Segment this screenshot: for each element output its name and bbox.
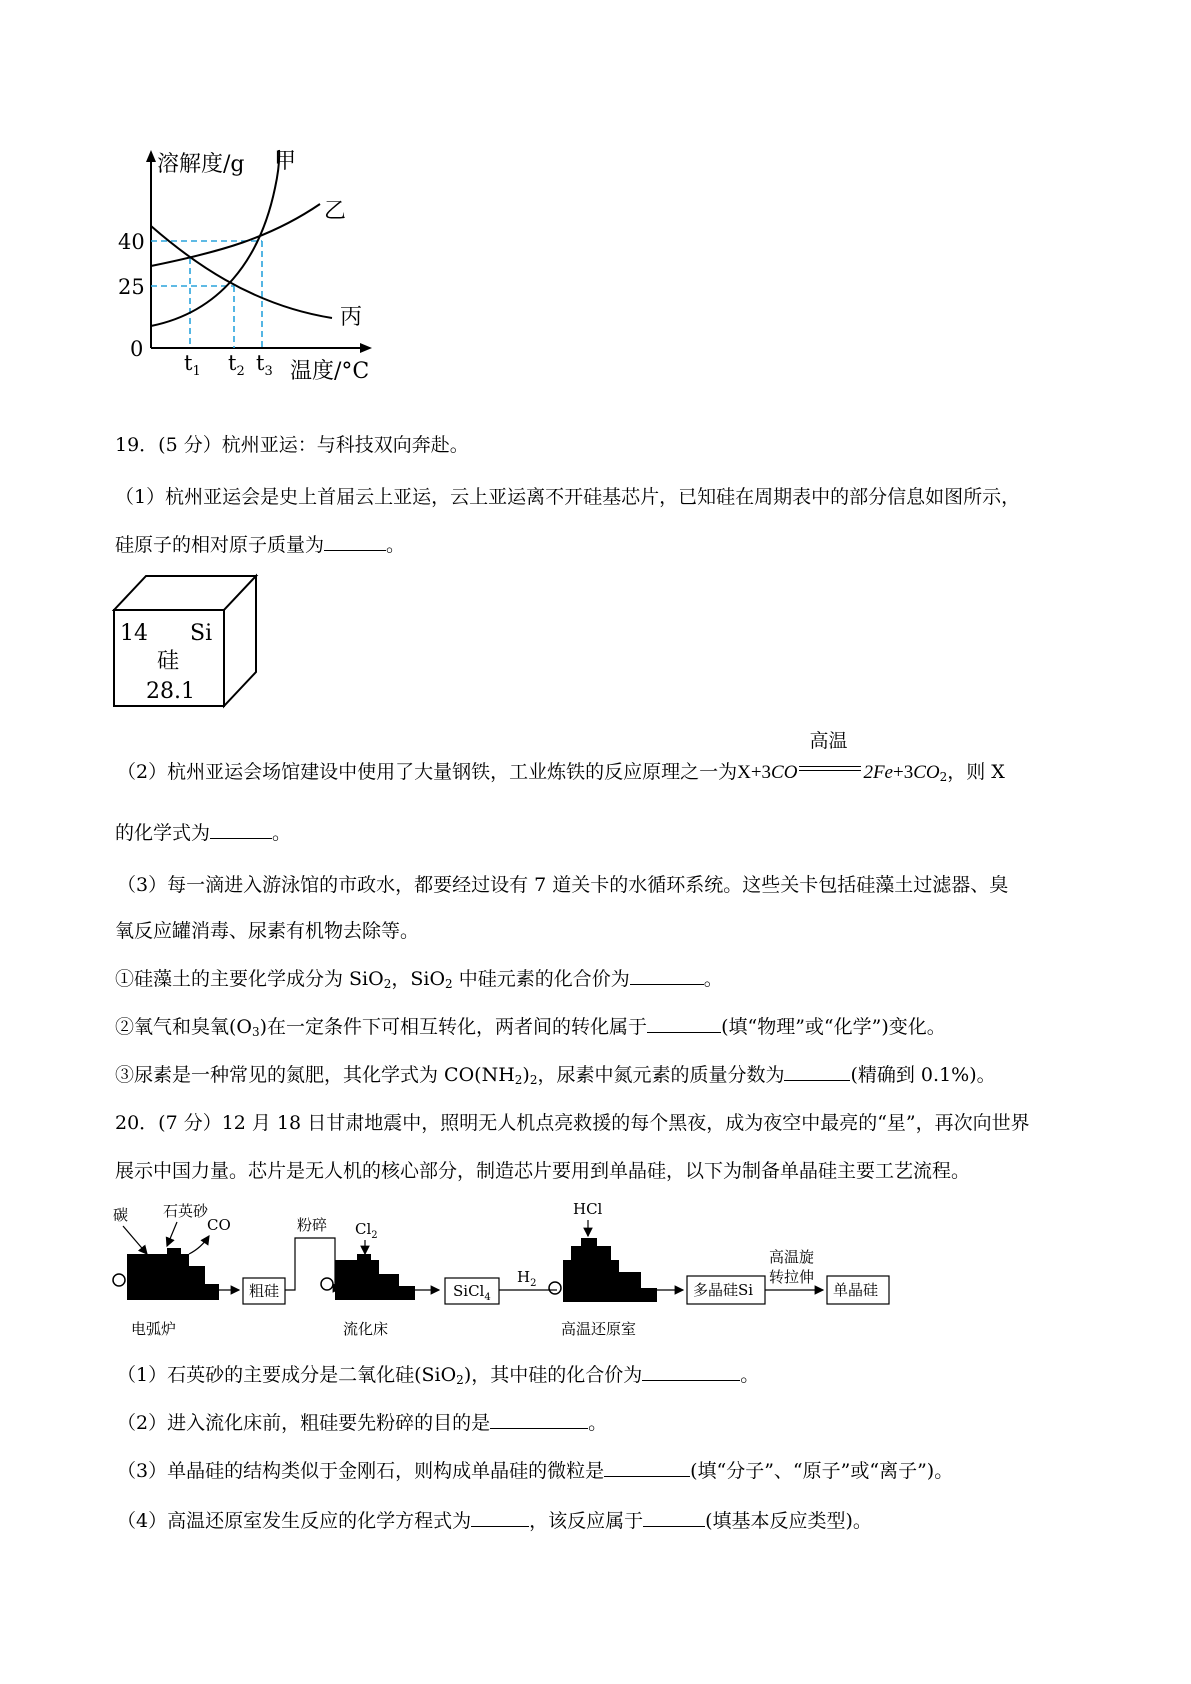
- answer-blank[interactable]: [324, 532, 386, 551]
- element-name: 硅: [157, 649, 180, 674]
- label-crude-si: 粗硅: [249, 1282, 280, 1300]
- caption-reducer: 高温还原室: [561, 1320, 637, 1338]
- fluidized-bed-icon: [321, 1254, 415, 1300]
- label-sicl4: SiCl$_4$: [453, 1282, 491, 1303]
- q20-p4: （4）高温还原室发生反应的化学方程式为 ，该反应属于 (填基本反应类型)。: [117, 1510, 872, 1532]
- x-tick-t1: $t_1$: [184, 351, 201, 379]
- y-tick-40: 40: [118, 230, 145, 254]
- label-mono-si: 单晶硅: [833, 1281, 879, 1299]
- answer-blank[interactable]: [642, 1362, 740, 1381]
- label-carbon: 碳: [113, 1206, 129, 1224]
- label-h2: $H_2$: [517, 1268, 537, 1289]
- q20-p2: （2）进入流化床前，粗硅要先粉碎的目的是 。: [117, 1412, 608, 1434]
- q19-s2: ②氧气和臭氧$(O_3)$在一定条件下可相互转化，两者间的转化属于 (填“物理”或“化学”)变化。: [115, 1016, 946, 1039]
- answer-blank[interactable]: [604, 1458, 690, 1477]
- answer-blank[interactable]: [490, 1410, 588, 1429]
- q20-p1: （1）石英砂的主要成分是二氧化硅(SiO$_2$)，其中硅的化合价为 。: [117, 1364, 760, 1387]
- answer-blank[interactable]: [647, 1014, 721, 1033]
- y-axis-arrow: [146, 150, 156, 162]
- q19-p2-line1: （2）杭州亚运会场馆建设中使用了大量钢铁，工业炼铁的反应原理之一为X+3CO 高温 $2Fe+3CO_2$，则 X: [117, 730, 1005, 784]
- element-number: 14: [120, 621, 148, 646]
- reduction-chamber-icon: [549, 1238, 657, 1302]
- answer-blank[interactable]: [210, 820, 272, 839]
- answer-blank[interactable]: [784, 1062, 850, 1081]
- arc-furnace-icon: [113, 1248, 219, 1300]
- x-axis-label: 温度/°C: [290, 359, 370, 384]
- label-crush: 粉碎: [297, 1216, 328, 1234]
- y-axis-label: 溶解度/g: [157, 152, 245, 177]
- q20-line1: 20．(7 分）12 月 18 日甘肃地震中，照明无人机点亮救援的每个黑夜，成为夜空中最亮的“星”，再次向世界: [115, 1112, 1030, 1134]
- answer-blank[interactable]: [471, 1508, 529, 1527]
- process-flow-diagram: [105, 1198, 955, 1348]
- curve-yi: [151, 204, 320, 266]
- x-tick-t2: $t_2$: [228, 351, 245, 379]
- answer-blank[interactable]: [630, 966, 704, 985]
- q20-p3: （3）单晶硅的结构类似于金刚石，则构成单晶硅的微粒是 (填“分子”、“原子”或“离子”)。: [117, 1460, 954, 1482]
- q19-s3: ③尿素是一种常见的氮肥，其化学式为 $CO(NH_2)_2$，尿素中氮元素的质量分数为 (精确到 0.1%)。: [115, 1064, 996, 1087]
- y-tick-25: 25: [118, 275, 145, 299]
- q19-p3-line1: （3）每一滴进入游泳馆的市政水，都要经过设有 7 道关卡的水循环系统。这些关卡包括硅藻土过滤器、臭: [117, 874, 1009, 896]
- curve-label-bing: 丙: [340, 305, 363, 330]
- caption-bed: 流化床: [343, 1320, 389, 1338]
- element-mass: 28.1: [146, 679, 195, 704]
- answer-blank[interactable]: [643, 1508, 705, 1527]
- curve-bing: [151, 226, 332, 318]
- caption-furnace: 电弧炉: [131, 1320, 177, 1338]
- q19-p1-line1: （1）杭州亚运会是史上首届云上亚运，云上亚运离不开硅基芯片，已知硅在周期表中的部分信息如图所示，: [115, 486, 1021, 508]
- q19-title: 19．(5 分）杭州亚运：与科技双向奔赴。: [115, 434, 469, 456]
- reaction-condition: 高温: [797, 758, 863, 778]
- x-axis-arrow: [360, 343, 372, 353]
- q19-s1: ①硅藻土的主要化学成分为 SiO$_2$，SiO$_2$ 中硅元素的化合价为 。: [115, 968, 723, 991]
- q19-p1-line2: 硅原子的相对原子质量为 。: [115, 534, 406, 556]
- label-hcl: HCl: [573, 1200, 603, 1218]
- label-spin-1: 高温旋: [769, 1248, 815, 1266]
- label-co: CO: [207, 1216, 231, 1234]
- label-quartz: 石英砂: [163, 1202, 209, 1220]
- label-spin-2: 转拉伸: [769, 1268, 815, 1286]
- label-poly-si: 多晶硅Si: [693, 1281, 754, 1299]
- label-cl2: $Cl_2$: [355, 1220, 378, 1241]
- q19-p2-line2: 的化学式为 。: [115, 822, 292, 844]
- curve-label-jia: 甲: [274, 149, 297, 174]
- origin-label: 0: [130, 337, 144, 361]
- element-cell-si: [112, 572, 262, 712]
- curve-label-yi: 乙: [324, 199, 347, 224]
- element-symbol: Si: [190, 621, 213, 646]
- x-tick-t3: $t_3$: [256, 351, 273, 379]
- q20-line2: 展示中国力量。芯片是无人机的核心部分，制造芯片要用到单晶硅，以下为制备单晶硅主要工艺流程。: [115, 1160, 971, 1182]
- q19-p3-line2: 氧反应罐消毒、尿素有机物去除等。: [115, 920, 420, 942]
- solubility-graph: [110, 140, 410, 390]
